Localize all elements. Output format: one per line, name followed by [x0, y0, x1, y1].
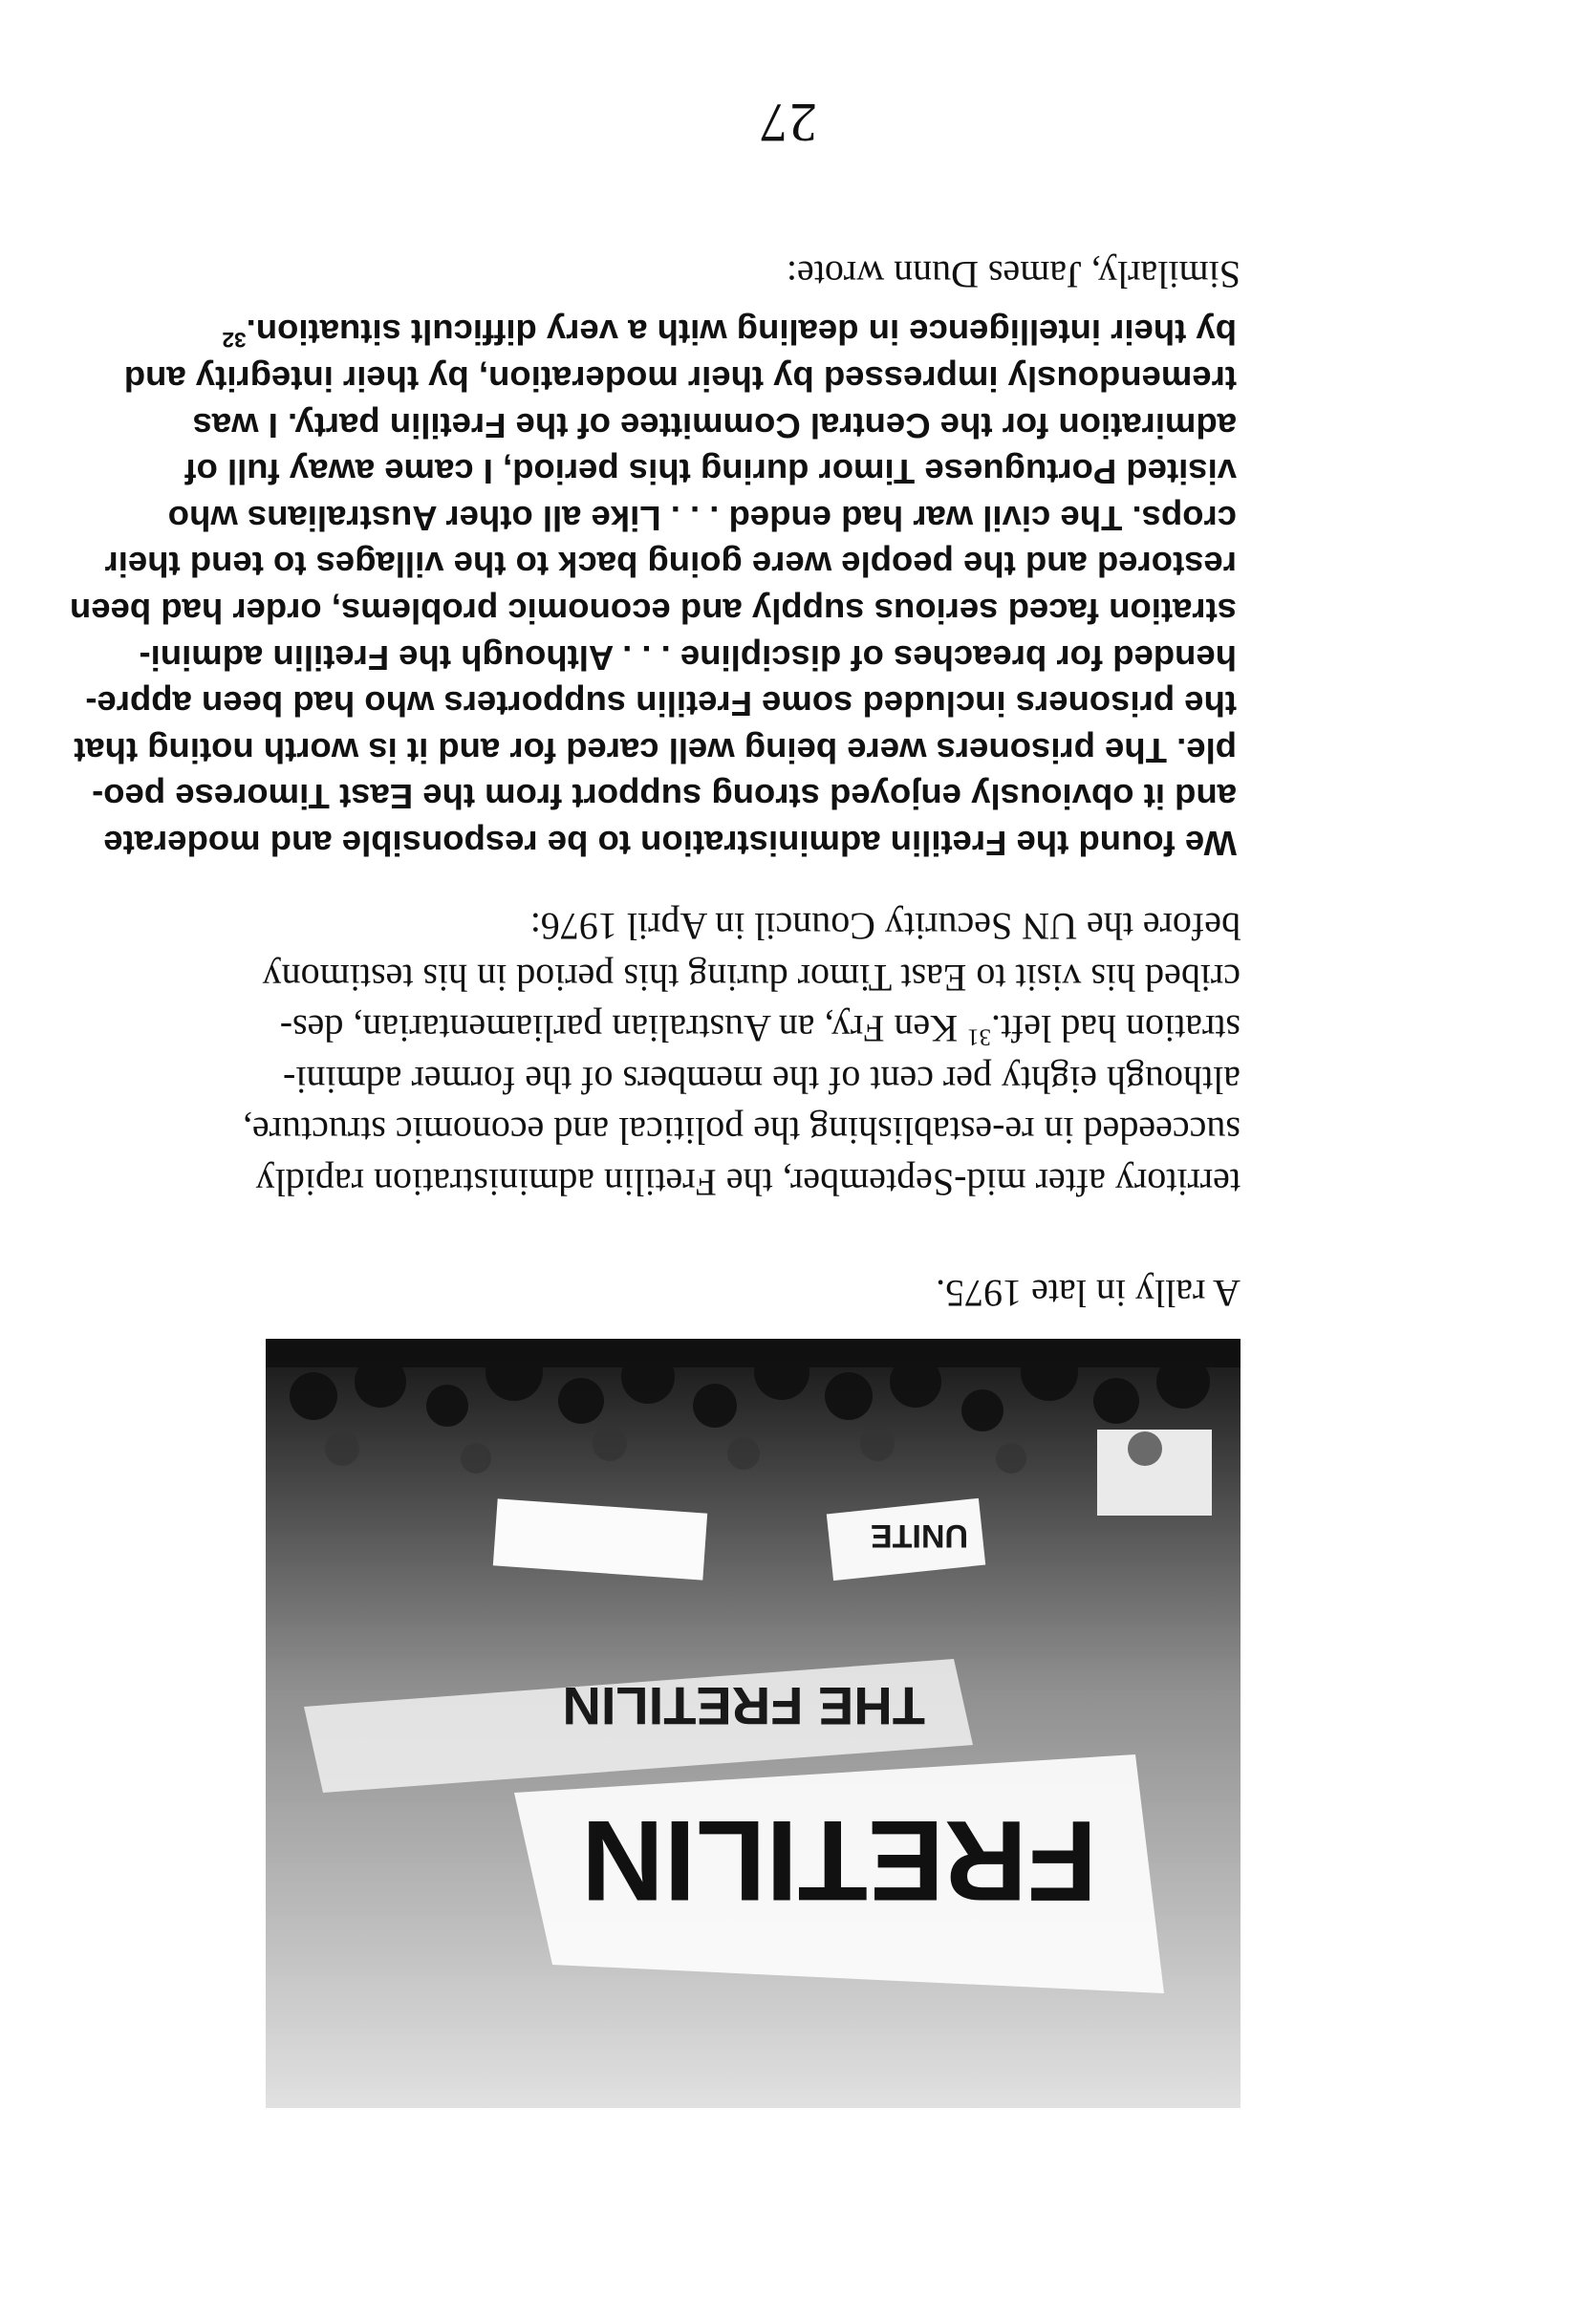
footnote-marker: 31	[967, 1023, 991, 1050]
quote-line: visited Portuguese Timor during this period, I came away full of	[184, 452, 1237, 492]
quote-line: and it obviously enjoyed strong support from the East Timorese peo-	[92, 777, 1237, 817]
footnote-marker: 32	[222, 328, 247, 353]
block-quote	[69, 309, 1237, 866]
text-segment: stration had left.	[990, 1007, 1241, 1051]
photograph-rally-icon	[266, 1339, 1241, 2108]
quote-line: ple. The prisoners were being well cared for and it is worth noting that	[74, 730, 1237, 770]
paragraph-2: Similarly, James Dunn wrote:	[786, 253, 1241, 296]
quote-line: by their intelligence in dealing with a very difficult situation.	[246, 312, 1237, 353]
paragraph-1	[242, 901, 1241, 1208]
text-line: before the UN Security Council in April 1976:	[529, 905, 1241, 949]
quote-line: hended for breaches of discipline . . . Although the Fretilin admini-	[139, 637, 1237, 678]
text-line: cribed his visit to East Timor during this period in his testimony	[262, 957, 1241, 1000]
text-line: succeeded in re-establishing the political and economic structure,	[242, 1109, 1241, 1153]
quote-line: We found the Fretilin administration to be responsible and moderate	[103, 824, 1237, 863]
page-number: 27	[758, 92, 817, 154]
quote-line: admiration for the Central Committee of the Fretilin party. I was	[192, 405, 1237, 445]
quote-line: tremendously impressed by their moderation, by their integrity and	[123, 359, 1237, 399]
quote-line: the prisoners included some Fretilin supporters who had been appre-	[85, 684, 1237, 724]
rally-photograph	[266, 1339, 1241, 2108]
banner-text-small: UNITE	[871, 1517, 968, 1554]
quote-line: stration faced serious supply and economic problems, order had been	[69, 592, 1237, 632]
quote-line-with-footnote	[222, 309, 1237, 355]
quote-line: restored and the people were going back to the villages to tend their	[104, 545, 1237, 585]
text-segment: Ken Fry, an Australian parliamentarian, des-	[279, 1007, 959, 1051]
text-line: although eighty per cent of the members of the former admini-	[283, 1059, 1241, 1102]
text-line: territory after mid-September, the Fretilin administration rapidly	[255, 1161, 1241, 1204]
text-line-with-footnote	[266, 1003, 1241, 1055]
banner-text-large: FRETILIN	[581, 1797, 1097, 1925]
banner-text-middle: THE FRETILIN	[562, 1676, 925, 1736]
quote-line: crops. The civil war had ended . . . Like all other Australians who	[167, 498, 1237, 538]
photo-caption: A rally in late 1975.	[936, 1272, 1241, 1315]
